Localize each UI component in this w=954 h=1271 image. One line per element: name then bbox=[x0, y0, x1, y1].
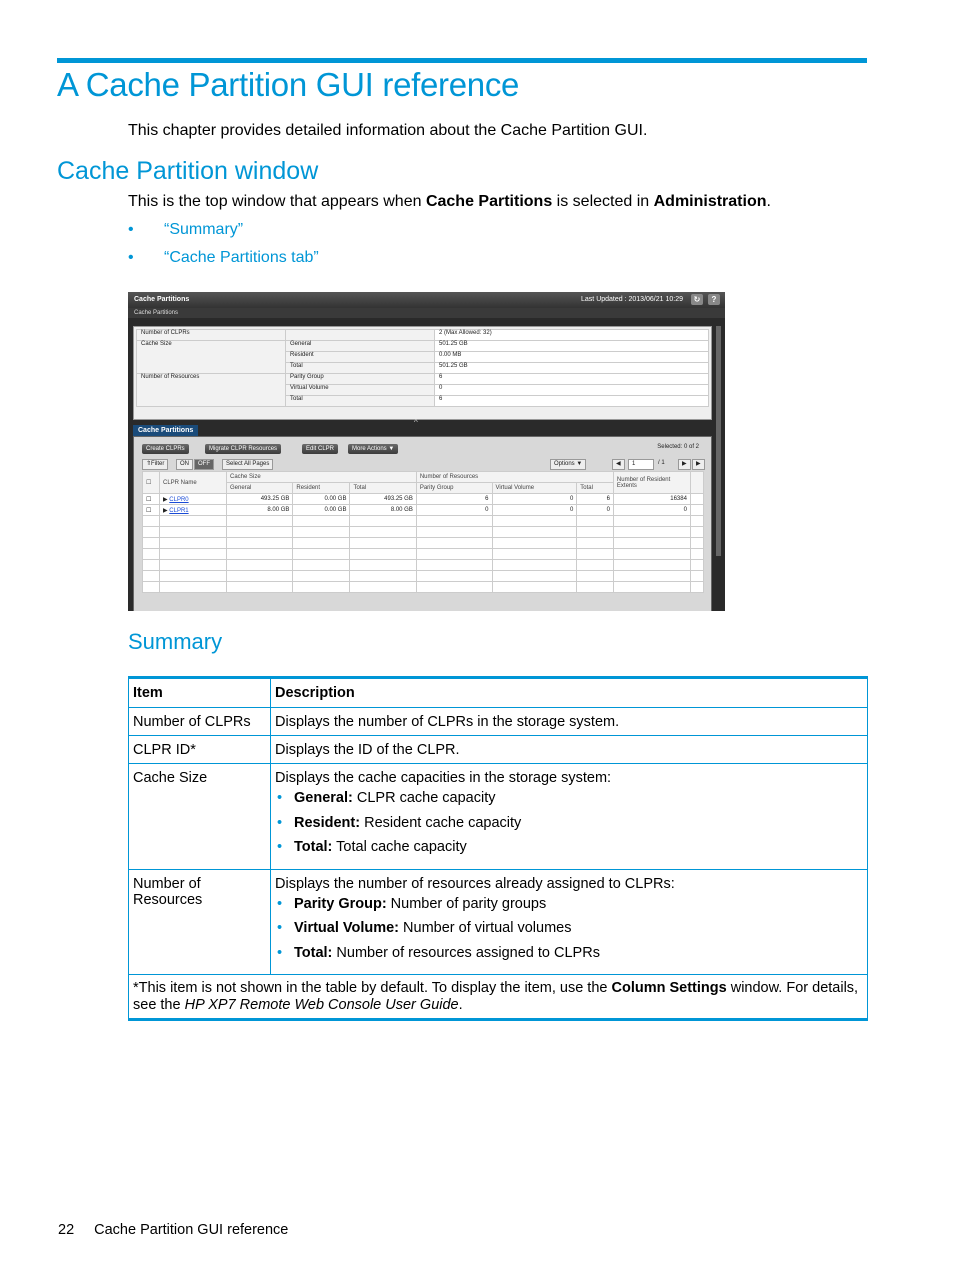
vertical-scrollbar[interactable] bbox=[716, 326, 721, 556]
table-row bbox=[129, 764, 868, 870]
page-of: / 1 bbox=[658, 460, 665, 466]
filler-cell bbox=[690, 494, 703, 505]
extents-cell: 16384 bbox=[613, 494, 690, 505]
col-parity-group[interactable]: Parity Group bbox=[416, 483, 492, 494]
list-item bbox=[275, 839, 862, 864]
summary-value: 6 bbox=[435, 396, 709, 407]
bullet-list bbox=[275, 896, 862, 970]
bullet-text: Number of virtual volumes bbox=[399, 920, 572, 936]
desc-cell bbox=[271, 764, 868, 870]
empty-row bbox=[143, 538, 704, 549]
footnote-text: *This item is not shown in the table by default. To display the item, use the bbox=[133, 980, 612, 996]
create-clprs-button[interactable]: Create CLPRs bbox=[142, 444, 189, 454]
table-row bbox=[129, 869, 868, 975]
footnote-italic: HP XP7 Remote Web Console User Guide bbox=[184, 997, 459, 1013]
filler-cell bbox=[690, 505, 703, 516]
para-bold-administration: Administration bbox=[653, 193, 767, 210]
row-checkbox[interactable]: ☐ bbox=[143, 505, 160, 516]
link-summary[interactable]: • “Summary” bbox=[128, 221, 319, 249]
last-updated: Last Updated : 2013/06/21 10:29 bbox=[581, 296, 683, 303]
bullet-term: Resident: bbox=[294, 814, 361, 831]
page-number: 22 bbox=[58, 1222, 75, 1238]
empty-row bbox=[143, 571, 704, 582]
summary-value: 0.00 MB bbox=[435, 352, 709, 363]
summary-sub: Virtual Volume bbox=[286, 385, 435, 396]
table-footnote bbox=[129, 975, 868, 1020]
window-title: Cache Partitions bbox=[134, 296, 190, 303]
col-number-of-resources: Number of Resources bbox=[416, 472, 613, 483]
section-paragraph bbox=[128, 193, 771, 211]
page-footer bbox=[58, 1222, 288, 1238]
bullet-text: Resident cache capacity bbox=[360, 814, 522, 831]
intro-paragraph: This chapter provides detailed information about the Cache Partition GUI. bbox=[128, 122, 648, 139]
desc-cell: Displays the number of CLPRs in the storage system. bbox=[271, 708, 868, 736]
table-row[interactable] bbox=[143, 505, 704, 516]
bullet-list bbox=[275, 790, 862, 864]
col-clpr-name[interactable]: CLPR Name bbox=[160, 472, 227, 494]
options-button[interactable]: Options ▼ bbox=[550, 459, 586, 470]
col-general[interactable]: General bbox=[227, 483, 293, 494]
col-cache-size: Cache Size bbox=[227, 472, 417, 483]
parity-group-cell: 6 bbox=[416, 494, 492, 505]
filter-off-toggle[interactable]: OFF bbox=[194, 459, 214, 470]
general-cell: 493.25 GB bbox=[227, 494, 293, 505]
summary-sub: Parity Group bbox=[286, 374, 435, 385]
col-filler bbox=[690, 472, 703, 494]
general-cell: 8.00 GB bbox=[227, 505, 293, 516]
col-resident[interactable]: Resident bbox=[293, 483, 350, 494]
migrate-clpr-resources-button[interactable]: Migrate CLPR Resources bbox=[205, 444, 281, 454]
col-virtual-volume[interactable]: Virtual Volume bbox=[492, 483, 577, 494]
header-description: Description bbox=[271, 678, 868, 708]
empty-row bbox=[143, 516, 704, 527]
bullet-term: Total: bbox=[294, 944, 333, 961]
help-icon[interactable]: ? bbox=[708, 294, 720, 305]
filter-button[interactable]: ⇑Filter bbox=[142, 459, 168, 470]
clpr-grid bbox=[142, 471, 704, 593]
summary-value: 6 bbox=[435, 374, 709, 385]
bullet-text: Number of resources assigned to CLPRs bbox=[332, 944, 600, 961]
total2-cell: 0 bbox=[577, 505, 614, 516]
bullet-text: Total cache capacity bbox=[332, 839, 467, 855]
total-cell: 8.00 GB bbox=[350, 505, 416, 516]
resident-cell: 0.00 GB bbox=[293, 505, 350, 516]
table-row bbox=[129, 736, 868, 764]
para-text: is selected in bbox=[552, 193, 654, 210]
summary-value: 501.25 GB bbox=[435, 341, 709, 352]
summary-value: 0 bbox=[435, 385, 709, 396]
para-text: . bbox=[766, 193, 771, 210]
desc-cell: Displays the ID of the CLPR. bbox=[271, 736, 868, 764]
total-cell: 493.25 GB bbox=[350, 494, 416, 505]
summary-sub: Total bbox=[286, 396, 435, 407]
clpr-name-cell: ▶ CLPR1 bbox=[160, 505, 227, 516]
item-cell: CLPR ID* bbox=[129, 736, 271, 764]
col-resident-extents[interactable]: Number of Resident Extents bbox=[613, 472, 690, 494]
summary-sub: Resident bbox=[286, 352, 435, 363]
summary-sub: General bbox=[286, 341, 435, 352]
window-titlebar bbox=[128, 292, 725, 308]
footer-title: Cache Partition GUI reference bbox=[94, 1222, 289, 1238]
empty-row bbox=[143, 582, 704, 593]
chapter-title: A Cache Partition GUI reference bbox=[57, 66, 520, 103]
next-page-icon[interactable]: ▶ bbox=[678, 459, 691, 470]
summary-value: 501.25 GB bbox=[435, 363, 709, 374]
virtual-volume-cell: 0 bbox=[492, 505, 577, 516]
col-total2[interactable]: Total bbox=[577, 483, 614, 494]
table-row[interactable] bbox=[143, 494, 704, 505]
bullet-term: Virtual Volume: bbox=[294, 920, 400, 936]
page-input[interactable]: 1 bbox=[628, 459, 654, 470]
footnote-bold: Column Settings bbox=[611, 980, 727, 996]
list-item bbox=[275, 920, 862, 945]
summary-table bbox=[136, 329, 709, 407]
list-item bbox=[275, 815, 862, 840]
summary-value: 2 (Max Allowed: 32) bbox=[435, 330, 709, 341]
cache-partitions-screenshot bbox=[128, 292, 725, 611]
summary-label: Number of CLPRs bbox=[137, 330, 286, 341]
header-item: Item bbox=[129, 678, 271, 708]
select-all-pages-button[interactable]: Select All Pages bbox=[222, 459, 273, 470]
total2-cell: 6 bbox=[577, 494, 614, 505]
select-all-checkbox[interactable]: ☐ bbox=[143, 472, 160, 494]
desc-cell bbox=[271, 869, 868, 975]
clpr1-link[interactable]: CLPR1 bbox=[169, 507, 189, 514]
bullet-text: CLPR cache capacity bbox=[352, 790, 496, 806]
edit-clpr-button[interactable]: Edit CLPR bbox=[302, 444, 338, 454]
footnote-text: window. For details, see the bbox=[133, 980, 859, 1013]
refresh-icon[interactable]: ↻ bbox=[691, 294, 703, 305]
first-page-icon[interactable]: ◀ bbox=[612, 459, 625, 470]
list-item bbox=[275, 790, 862, 815]
summary-description-table bbox=[128, 676, 868, 1021]
row-checkbox[interactable]: ☐ bbox=[143, 494, 160, 505]
resident-cell: 0.00 GB bbox=[293, 494, 350, 505]
parity-group-cell: 0 bbox=[416, 505, 492, 516]
clpr0-link[interactable]: CLPR0 bbox=[169, 496, 189, 503]
filter-label: Filter bbox=[151, 461, 165, 467]
desc-text: Displays the cache capacities in the storage system: bbox=[275, 770, 612, 786]
more-actions-button[interactable]: More Actions ▼ bbox=[348, 444, 398, 454]
virtual-volume-cell: 0 bbox=[492, 494, 577, 505]
summary-label: Number of Resources bbox=[137, 374, 286, 407]
para-text: This is the top window that appears when bbox=[128, 193, 426, 210]
footnote-text: . bbox=[458, 997, 463, 1013]
list-item bbox=[275, 945, 862, 970]
list-item bbox=[275, 896, 862, 921]
link-list bbox=[128, 221, 319, 277]
selected-count: Selected: 0 of 2 bbox=[657, 444, 699, 450]
link-cache-partitions-tab[interactable]: • “Cache Partitions tab” bbox=[128, 249, 319, 277]
section-title: Cache Partition window bbox=[57, 157, 319, 185]
collapse-caret-icon[interactable]: ^ bbox=[414, 418, 418, 427]
empty-row bbox=[143, 527, 704, 538]
para-bold-cache-partitions: Cache Partitions bbox=[425, 193, 553, 210]
item-cell: Cache Size bbox=[129, 764, 271, 870]
bullet-text: Number of parity groups bbox=[386, 895, 547, 912]
extents-cell: 0 bbox=[613, 505, 690, 516]
cache-partitions-tab-panel bbox=[133, 436, 712, 611]
desc-text: Displays the number of resources already assigned to CLPRs: bbox=[275, 875, 675, 892]
bullet-term: General: bbox=[294, 790, 353, 806]
empty-row bbox=[143, 560, 704, 571]
table-row bbox=[129, 708, 868, 736]
chapter-rule bbox=[57, 58, 867, 63]
summary-sub bbox=[286, 330, 435, 341]
col-total[interactable]: Total bbox=[350, 483, 416, 494]
options-label: Options bbox=[554, 461, 575, 467]
bullet-term: Total: bbox=[294, 839, 333, 855]
filter-on-toggle[interactable]: ON bbox=[176, 459, 193, 470]
bullet-term: Parity Group: bbox=[294, 895, 387, 912]
tab-cache-partitions[interactable]: Cache Partitions bbox=[133, 425, 198, 436]
summary-label: Cache Size bbox=[137, 341, 286, 374]
summary-sub: Total bbox=[286, 363, 435, 374]
summary-title: Summary bbox=[128, 629, 223, 654]
breadcrumb: Cache Partitions bbox=[128, 308, 725, 318]
item-cell: Number of Resources bbox=[129, 869, 271, 975]
more-actions-label: More Actions bbox=[352, 446, 387, 452]
item-cell: Number of CLPRs bbox=[129, 708, 271, 736]
empty-row bbox=[143, 549, 704, 560]
last-page-icon[interactable]: ▶ bbox=[692, 459, 705, 470]
summary-panel bbox=[133, 326, 712, 420]
clpr-name-cell: ▶ CLPR0 bbox=[160, 494, 227, 505]
